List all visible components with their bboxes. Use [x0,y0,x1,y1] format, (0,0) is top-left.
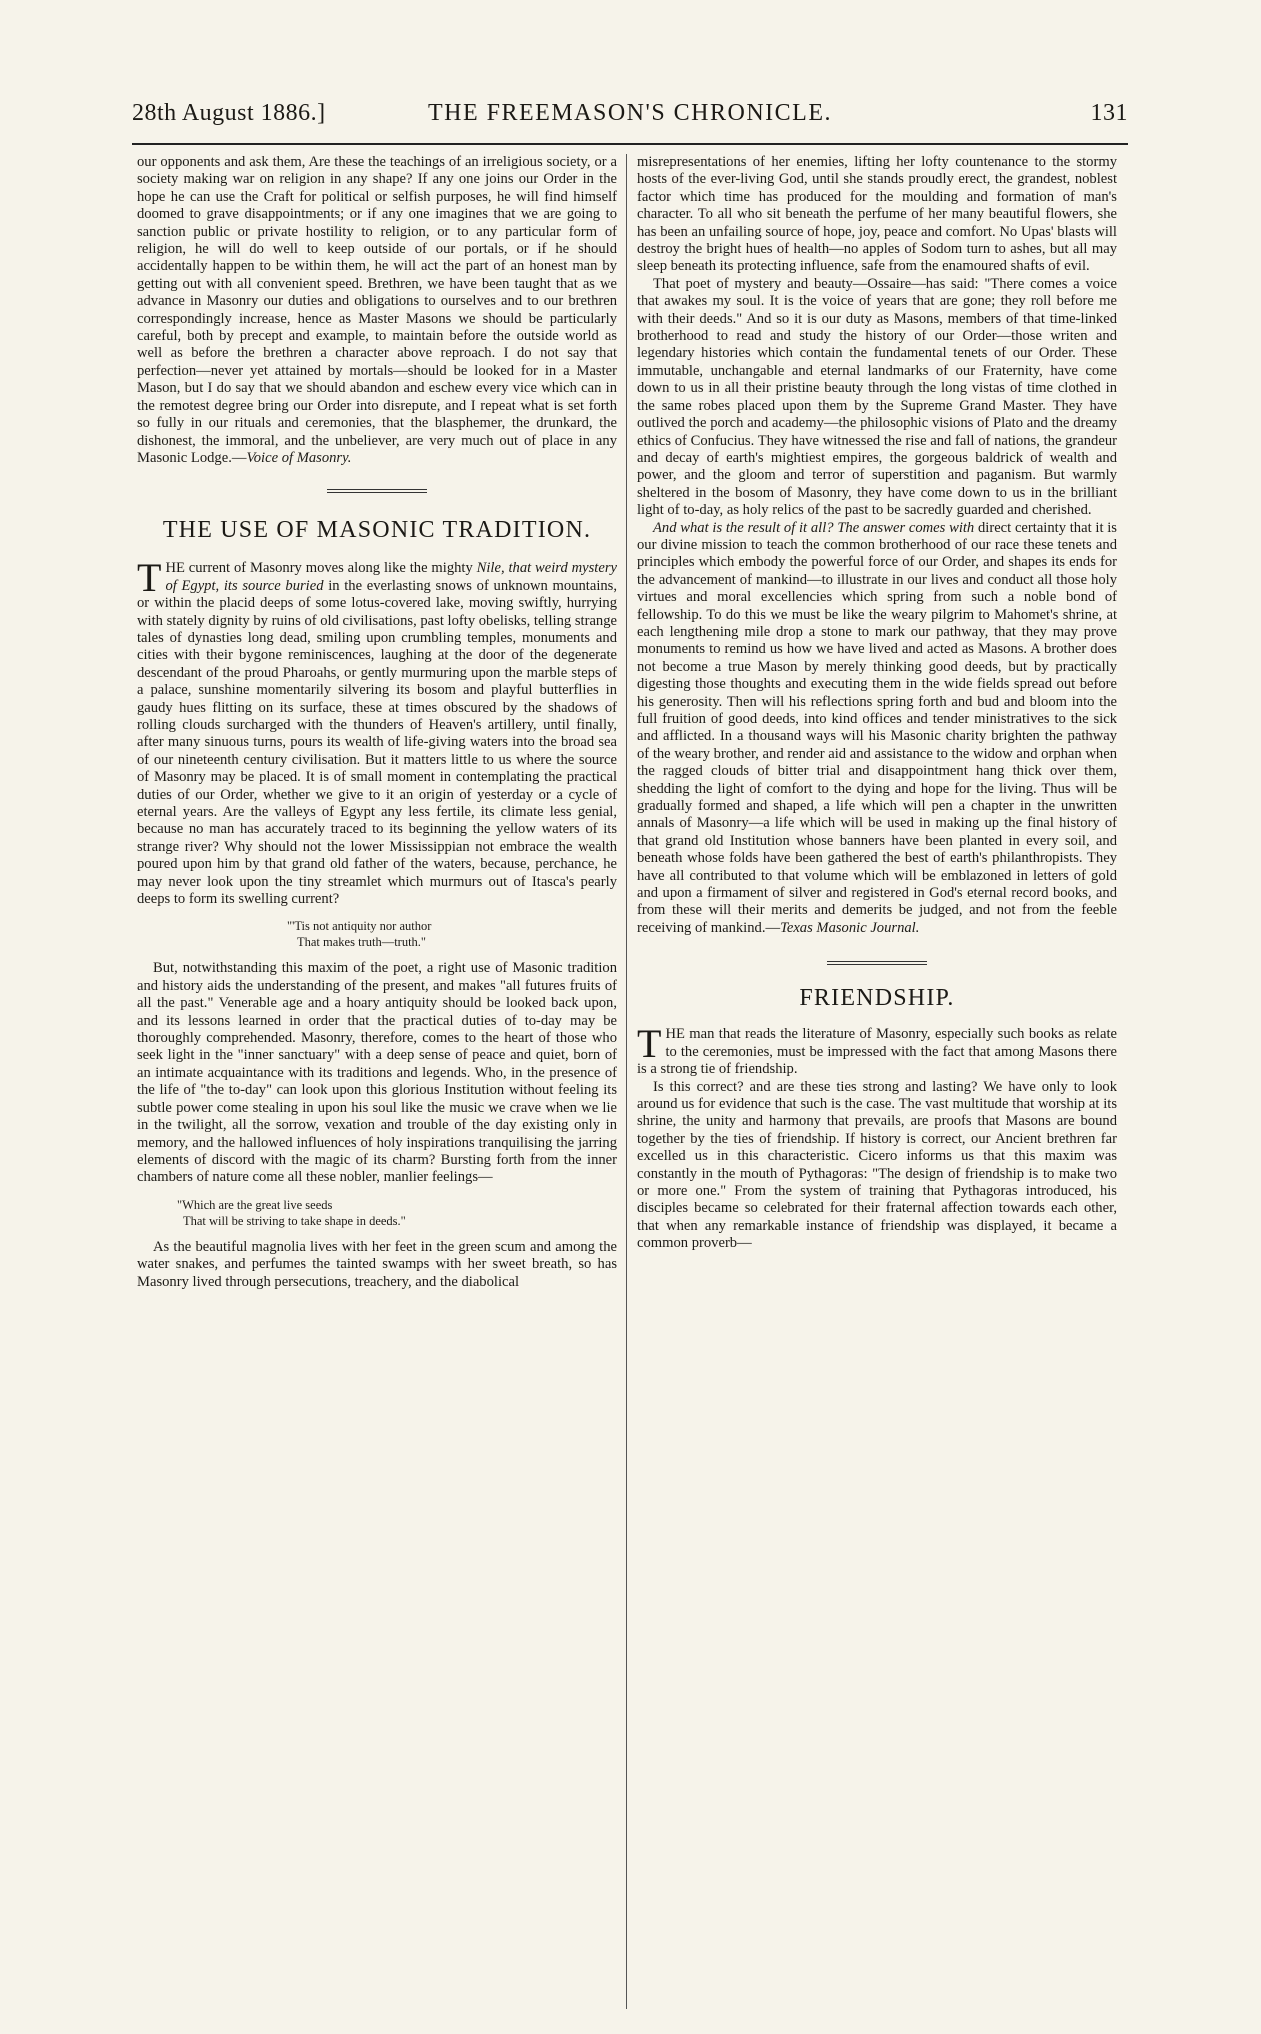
para-text: HE current of Masonry moves along like the mighty [165,560,477,577]
section-separator [137,467,617,507]
quote-line: That will be striving to take shape in deeds." [183,1213,406,1228]
quote-line: "'Tis not antiquity nor author [287,919,432,934]
publication-title: THE FREEMASON'S CHRONICLE. [427,100,832,126]
quote-line: "Which are the great live seeds [177,1197,333,1212]
para-text: HE man that reads the literature of Masonry, especially such books as relate to the ceremonies, must be impressed with the fact that among Masons there is a strong tie of friendship. [637,1026,1117,1078]
issue-date: 28th August 1886.] [132,100,326,126]
tradition-para-2: But, notwithstanding this maxim of the poet, a right use of Masonic tradition and history aids the understanding of the present, and makes "all futures fruits of all the past." Venerable age and a hoary antiquity should be looked back upon, and its lessons learned in order that the practical duties of to-day may be thoroughly comprehended. Masonry, therefore, comes to the heart of those who seek light in the "inner sanctuary" with a deep sense of peace and quiet, born of an intimate acquaintance with its traditions and legends. Who, in the presence of the life of "the to-day" can look upon this glorious Institution without feeling its subtle power come stealing in upon his soul like the music we crave when we lie in the twilight, all the sorrow, vexation and trouble of the day existing only in memory, and the hallowed influences of holy inspirations tranquilising the jarring elements of discord with the magic of its charm? Bursting forth from the inner chambers of nature come all these nobler, manlier feelings— [137,960,617,1186]
column-divider [626,154,627,2009]
para-text: in the everlasting snows of unknown mountains, or within the placid deeps of some lotus-covered lake, moving swiftly, hurrying with stately dignity by ruins of old civilisations, past lofty obelisks, telling strange tales of dynasties long dead, smiling upon crumbling temples, monuments and cities with their bygone reminiscences, laughing at the door of the degenerate descendant of the proud Pharoahs, or gently murmuring upon the marble steps of a palace, sunshine momentarily silvering its bosom and playful butterflies in gaudy hues flitting on its surface, these at times obscured by the shadows of rolling clouds surcharged with the thunders of Heaven's artillery, until finally, after many sinuous turns, pours its wealth of life-giving waters into the broad sea of our nineteenth century civilisation. But it matters little to us where the source of Masonry may be placed. It is of small moment in contemplating the practical duties of our Order, whether we give to it an origin of yesterday or a cycle of eternal years. Are the valleys of Egypt any less fertile, its climate less genial, because no man has accurately traced to its beginning the yellow waters of its strange river? Why should not the lower Mississippian not embrace the wealth poured upon him by that grand old father of the waters, because, perchance, he may never look upon the tiny streamlet which murmurs out of Itasca's pearly deeps to form its swelling current? [137,577,617,908]
article-continuation [137,154,617,467]
para-italic: Nile, that weird mystery of Egypt, its source buried [165,560,617,594]
tradition-para-3: As the beautiful magnolia lives with her feet in the green scum and among the water snakes, and perfumes the tainted swamps with her sweet breath, so has Masonry lived through persecutions, treachery, and the diabolical [137,1238,617,1290]
tradition-cont-para-2: That poet of mystery and beauty—Ossaire—has said: "There comes a voice that awakes my soul. It is the voice of years that are gone; they roll before me with their deeds." And so it is our duty as Masons, members of that time-linked brotherhood to read and study the history of our Order—those writen and legendary histories which contain the fundamental tenets of our Order. These immutable, unchangable and eternal landmarks of our Fraternity, have come down to us in all their pristine beauty through the long vistas of time clothed in the same robes placed upon them by the Supreme Grand Master. They have outlived the porch and academy—the philosophic visions of Plato and the dreamy ethics of Confucius. They have witnessed the rise and fall of nations, the grandeur and decay of earth's mightiest empires, the gorgeous baldrick of wealth and power, and the gloom and terror of superstition and paganism. But warmly sheltered in the bosom of Masonry, they have come down to us in the brilliant light of to-day, as holy relics of the past to be sacredly guarded and cherished. [637,275,1117,519]
right-column [637,154,1117,2014]
verse-quote-1 [287,918,617,950]
quote-line: That makes truth—truth." [297,935,427,950]
friendship-para-2: Is this correct? and are these ties strong and lasting? We have only to look around us for evidence that such is the case. The vast multitude that worship at its shrine, the unity and harmony that prevails, are proofs that Masons are bound together by the ties of friendship. If history is correct, our Ancient brethren far excelled us in this characteristic. Cicero informs us that this maxim was constantly in the mouth of Pythagoras: "The design of friendship is to make two or more one." From the system of training that Pythagoras introduced, his disciples became so celebrated for their fraternal affection towards each other, that when any remarkable instance of friendship was displayed, it became a common proverb— [637,1078,1117,1252]
para-text: direct certainty that it is our divine mission to teach the common brotherhood of our race these tenets and principles which embody the powerful force of our Order, and shapes its ends for the advancement of mankind—to illustrate in our lives and conduct all those holy virtues and moral excellencies which spring from such a noble bond of fellowship. To do this we must be like the weary pilgrim to Mahomet's shrine, at each lengthening mile drop a stone to mark our pathway, that they may prove monuments to remind us how we have lived and acted as Masons. A brother does not become a true Mason by merely thinking good deeds, but by practically digesting those thoughts and executing them in the wide fields spread out before his generosity. Then will his reflections spring forth and bud and bloom into the full fruition of good deeds, into kind offices and tender ministratives to the sick and afflicted. In a thousand ways will his Masonic charity brighten the pathway of the weary brother, and render aid and assistance to the widow and orphan when the ragged clouds of bitter trial and disappointment hang thick over them, shedding the light of comfort to the dying and hope for the living. Thus will be gradually formed and shaped, a life which will pen a chapter in the unwritten annals of Masonry—a life which will be used in making up the final history of that grand old Institution whose banners have been planted in every soil, and beneath whose folds have been gathered the best of earth's philanthropists. They have all contributed to that volume which will be emblazoned in letters of gold and upon a firmament of silver and registered in God's eternal record books, and from these will their merits and demerits be judged, and not from the feeble receiving of mankind.— [637,519,1117,936]
tradition-cont-para-1: misrepresentations of her enemies, lifting her lofty countenance to the stormy hosts of the ever-living God, until she stands proudly erect, the grandest, noblest factor which time has produced for the moulding and formation of man's character. To all who sit beneath the perfume of her many beautiful flowers, she has been an unfailing source of hope, joy, peace and comfort. No Upas' blasts will destroy the bright hues of health—no apples of Sodom turn to ashes, but all may sleep beneath its protecting influence, safe from the enamoured shafts of evil. [637,154,1117,275]
article-heading-friendship: FRIENDSHIP. [799,985,955,1012]
continuation-text: our opponents and ask them, Are these the teachings of an irreligious society, or a society making war on religion in any shape? If any one joins our Order in the hope he can use the Craft for political or selfish purposes, he will find himself doomed to grave disappointments; or if any one imagines that we are going to sanction public or private hostility to religion, or to any particular form of religion, he will do well to keep outside of our portals, or if he should accidentally happen to be within them, he will act the part of an honest man by getting out with all convenient speed. Brethren, we have been taught that as we advance in Masonry our duties and obligations to ourselves and to our brethren correspondingly increase, hence as Master Masons we should be particularly careful, both by precept and example, to maintain before the outside world as well as before the brethren a character above reproach. I do not say that perfection—never yet attained by mortals—should be looked for in a Master Mason, but I do say that we should abandon and eschew every vice which can in the remotest degree bring our Order into disrepute, and I repeat what is set forth so fully in our rituals and ceremonies, that the blasphemer, the drunkard, the dishonest, the immoral, and the unbeliever, are very much out of place in any Masonic Lodge.— [137,154,617,466]
para-italic: And what is the result of it all? The answer comes with [653,519,975,536]
article-heading-tradition: THE USE OF MASONIC TRADITION. [162,517,592,544]
section-separator [637,937,1117,977]
drop-cap: T [637,1021,662,1067]
page-number: 131 [1090,100,1128,126]
friendship-para-1 [637,1021,1117,1078]
left-column [137,154,617,2014]
tradition-cont-para-3 [637,520,1117,938]
masthead-rule [132,143,1128,145]
continuation-source: Voice of Masonry. [246,449,352,466]
verse-quote-2 [177,1197,617,1229]
tradition-para-1 [137,555,617,908]
drop-cap: T [137,555,162,601]
article-source: Texas Masonic Journal. [780,919,920,936]
masthead [132,96,1128,136]
